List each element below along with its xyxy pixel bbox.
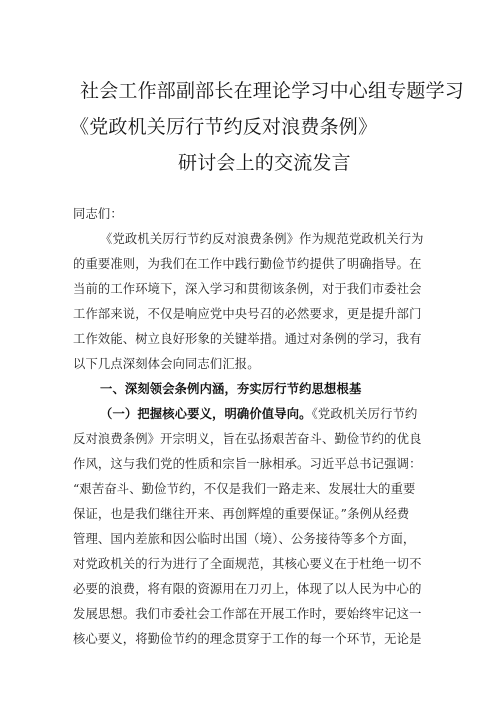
section-1-heading: 一、深刻领会条例内涵，夯实厉行节约思想根基 <box>100 381 362 396</box>
paragraph-2-line: 保证，也是我们继往开来、再创辉煌的重要保证。”条例从经费 <box>73 507 410 521</box>
subsection-1-heading: （一）把握核心要义，明确价值导向。 <box>100 406 312 421</box>
paragraph-2-line: 对党政机关的行为进行了全面规范，其核心要义在于杜绝一切不 <box>73 557 422 571</box>
salutation: 同志们： <box>73 207 123 221</box>
paragraph-2-line: 作风，这与我们党的性质和宗旨一脉相承。习近平总书记强调： <box>73 457 422 471</box>
paragraph-2-line: 反对浪费条例》开宗明义，旨在弘扬艰苦奋斗、勤俭节约的优良 <box>73 432 422 446</box>
paragraph-1-line: 以下几点深刻体会向同志们汇报。 <box>73 357 260 371</box>
paragraph-1-line: 工作部来说，不仅是响应党中央号召的必然要求，更是提升部门 <box>73 307 422 321</box>
paragraph-2-line: “艰苦奋斗、勤俭节约，不仅是我们一路走来、发展壮大的重要 <box>73 482 416 496</box>
subsection-1-first-line <box>100 407 417 421</box>
paragraph-1-line: 工作效能、树立良好形象的关键举措。通过对条例的学习，我有 <box>73 332 422 346</box>
paragraph-2-line: 核心要义，将勤俭节约的理念贯穿于工作的每一个环节，无论是 <box>73 632 422 646</box>
paragraph-1-line: 的重要准则，为我们在工作中践行勤俭节约提供了明确指导。在 <box>73 257 422 271</box>
title-line-2: 《党政机关厉行节约反对浪费条例》 <box>70 116 378 138</box>
title-line-1: 社会工作部副部长在理论学习中心组专题学习 <box>80 80 465 102</box>
paragraph-2-line: 发展思想。我们市委社会工作部在开展工作时，要始终牢记这一 <box>73 607 422 621</box>
paragraph-1-line: 《党政机关厉行节约反对浪费条例》作为规范党政机关行为 <box>100 232 424 246</box>
paragraph-2-line: 必要的浪费，将有限的资源用在刀刃上，体现了以人民为中心的 <box>73 582 422 596</box>
paragraph-2-line: 管理、国内差旅和因公临时出国（境）、公务接待等多个方面， <box>73 532 416 546</box>
subsection-1-first-line-text: 《党政机关厉行节约 <box>311 407 418 421</box>
title-line-3: 研讨会上的交流发言 <box>178 152 351 174</box>
paragraph-1-line: 当前的工作环境下，深入学习和贯彻该条例，对于我们市委社会 <box>73 282 422 296</box>
